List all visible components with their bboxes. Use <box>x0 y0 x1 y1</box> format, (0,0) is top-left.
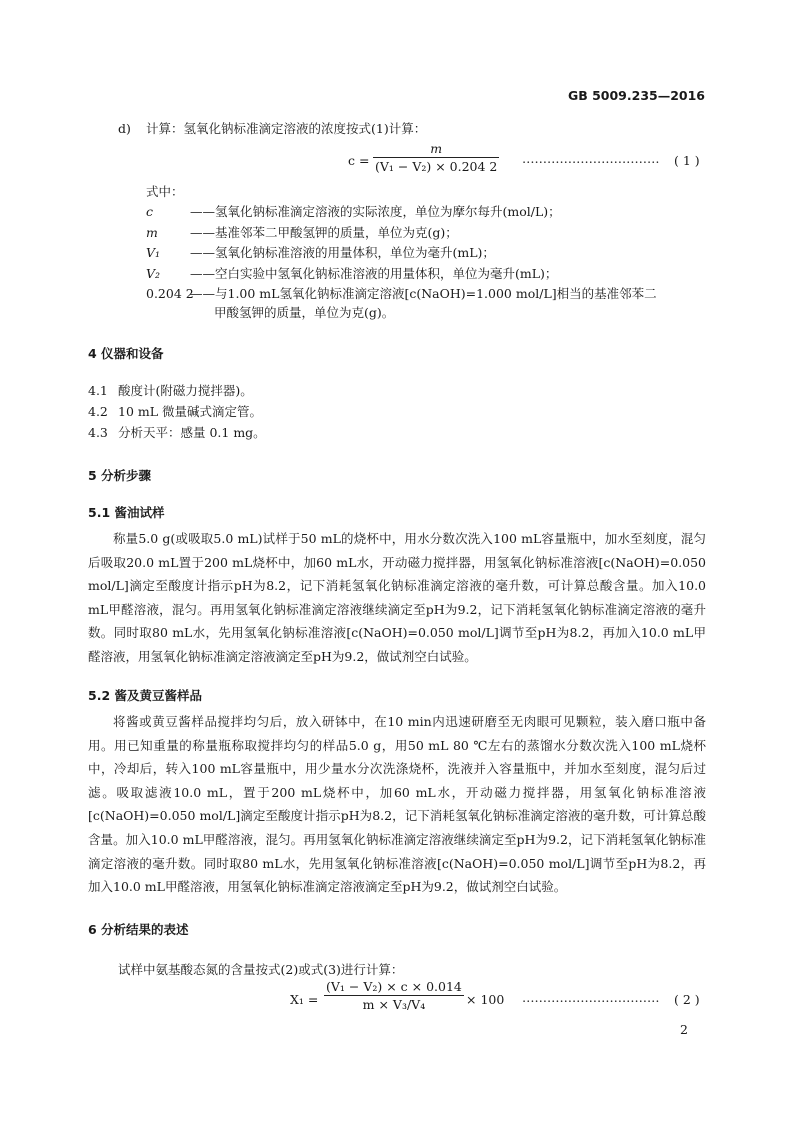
formula1-lhs: c = <box>348 153 370 168</box>
item-d-label: d) <box>118 121 131 136</box>
def-dash: —— <box>190 245 215 260</box>
formula2-denominator: m × V₃/V₄ <box>324 995 464 1012</box>
def-symbol: c <box>146 204 154 219</box>
formula2-number: ( 2 ) <box>674 992 700 1007</box>
page-number: 2 <box>680 1022 688 1037</box>
def-text: 与1.00 mL氢氧化钠标准滴定溶液[c(NaOH)=1.000 mol/L]相当的基准邻苯二 <box>215 286 657 301</box>
def-symbol: 0.204 2 <box>146 286 194 301</box>
formula1-number: ( 1 ) <box>674 153 700 168</box>
def-row <box>146 202 561 222</box>
section-5-1-title: 5.1 酱油试样 <box>88 505 165 520</box>
item-text: 10 mL 微量碱式滴定管。 <box>118 404 263 419</box>
formula1-dots: …………………………… <box>522 151 660 166</box>
formula2-fraction <box>324 979 464 1012</box>
def-row <box>146 243 495 263</box>
section-6-intro: 试样中氨基酸态氮的含量按式(2)或式(3)进行计算： <box>118 962 404 977</box>
formula2-lhs: X₁ = <box>290 992 319 1007</box>
item-text: 分析天平：感量 0.1 mg。 <box>118 425 266 440</box>
section-5-1-paragraph: 称量5.0 g(或吸取5.0 mL)试样于50 mL的烧杯中，用水分数次洗入100 mL容量瓶中，加水至刻度，混匀后吸取20.0 mL置于200 mL烧杯中，加60 mL水，开动磁力搅拌器，用氢氧化钠标准溶液[c(NaOH)=0.050 mol/L]滴定至酸度计指示pH为8.2，记下消耗氢氧化钠标准滴定溶液的毫升数，可计算总酸含量。加入10.0 mL甲醛溶液，混匀。再用氢氧化钠标准滴定溶液继续滴定至pH为9.2，记下消耗氢氧化钠标准滴定溶液的毫升数。同时取80 mL水，先用氢氧化钠标准溶液[c(NaOH)=0.050 mol/L]调节至pH为8.2，再加入10.0 mL甲醛溶液，用氢氧化钠标准滴定溶液滴定至pH为9.2，做试剂空白试验。 <box>88 531 706 664</box>
def-text: 空白实验中氢氧化钠标准溶液的用量体积，单位为毫升(mL)； <box>215 266 558 281</box>
def-row <box>146 284 657 304</box>
formula2-tail: × 100 <box>466 992 505 1007</box>
item-number: 4.3 <box>88 425 108 440</box>
section-6-title: 6 分析结果的表述 <box>88 922 189 937</box>
item-text: 酸度计(附磁力搅拌器)。 <box>118 383 253 398</box>
def-text-continuation: 甲酸氢钾的质量，单位为克(g)。 <box>214 305 395 320</box>
def-dash: —— <box>190 225 215 240</box>
section-5-title: 5 分析步骤 <box>88 468 152 483</box>
item-number: 4.2 <box>88 404 108 419</box>
item-d-text: 计算：氢氧化钠标准滴定溶液的浓度按式(1)计算： <box>146 121 427 136</box>
item-number: 4.1 <box>88 383 108 398</box>
section-5-2-title: 5.2 酱及黄豆酱样品 <box>88 688 202 703</box>
formula2-numerator: (V₁ − V₂) × c × 0.014 <box>326 979 462 994</box>
def-symbol: m <box>146 225 158 240</box>
formula2-dots: …………………………… <box>522 990 660 1005</box>
standard-code: GB 5009.235—2016 <box>567 88 705 103</box>
def-text: 氢氧化钠标准溶液的用量体积，单位为毫升(mL)； <box>215 245 495 260</box>
formula1-numerator: m <box>430 141 443 156</box>
formula1-fraction <box>373 141 499 174</box>
def-dash: —— <box>190 204 215 219</box>
def-dash: —— <box>190 286 215 301</box>
def-symbol: V₁ <box>146 245 161 260</box>
def-row <box>146 264 557 284</box>
def-symbol: V₂ <box>146 266 161 281</box>
def-text: 基准邻苯二甲酸氢钾的质量，单位为克(g)； <box>215 225 458 240</box>
def-row <box>146 223 458 243</box>
def-text: 氢氧化钠标准滴定溶液的实际浓度，单位为摩尔每升(mol/L)； <box>215 204 561 219</box>
section-4-title: 4 仪器和设备 <box>88 346 164 361</box>
formula1-denominator: (V₁ − V₂) × 0.204 2 <box>375 159 498 174</box>
def-dash: —— <box>190 266 215 281</box>
where-label: 式中： <box>146 184 184 199</box>
section-5-2-paragraph: 将酱或黄豆酱样品搅拌均匀后，放入研钵中，在10 min内迅速研磨至无肉眼可见颗粒，装入磨口瓶中备用。用已知重量的称量瓶称取搅拌均匀的样品5.0 g，用50 mL 80 ℃左右的蒸馏水分数次洗入100 mL烧杯中，冷却后，转入100 mL容量瓶中，用少量水分次洗涤烧杯，洗液并入容量瓶中，并加水至刻度，混匀后过滤。吸取滤液10.0 mL，置于200 mL烧杯中，加60 mL水，开动磁力搅拌器，用氢氧化钠标准溶液[c(NaOH)=0.050 mol/L]滴定至酸度计指示pH为8.2，记下消耗氢氧化钠标准滴定溶液的毫升数，可计算总酸含量。加入10.0 mL甲醛溶液，混匀。再用氢氧化钠标准滴定溶液继续滴定至pH为9.2，记下消耗氢氧化钠标准滴定溶液的毫升数。同时取80 mL水，先用氢氧化钠标准溶液[c(NaOH)=0.050 mol/L]调节至pH为8.2，再加入10.0 mL甲醛溶液，用氢氧化钠标准滴定溶液滴定至pH为9.2，做试剂空白试验。 <box>88 714 706 895</box>
